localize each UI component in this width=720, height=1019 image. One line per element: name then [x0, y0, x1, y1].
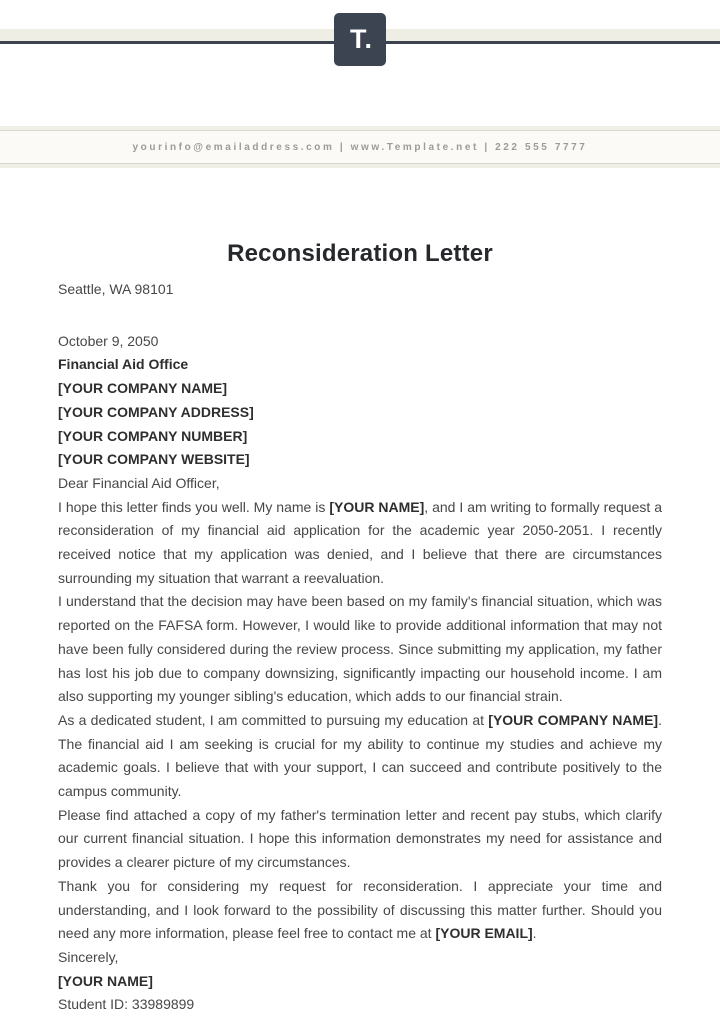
recipient-block [58, 353, 662, 472]
placeholder-bold-text: [YOUR NAME] [329, 498, 425, 515]
paragraph-text: . The financial aid I am seeking is crucial for my ability to continue my studies and achieve my academic goals. I believe that with your support, I can succeed and contribute positively to the campus community. [58, 711, 662, 800]
date-line: October 9, 2050 [58, 332, 159, 349]
letter-paragraph [58, 590, 662, 709]
paragraph-text: As a dedicated student, I am committed to pursuing my education at [58, 711, 489, 728]
paragraph-text: I hope this letter finds you well. My name is [58, 498, 330, 515]
signature-name: [YOUR NAME] [58, 972, 153, 989]
closing: Sincerely, [58, 948, 119, 965]
contact-line: yourinfo@emailaddress.com | www.Template.net | 222 555 7777 [132, 141, 588, 153]
letter-paragraphs [58, 496, 662, 946]
logo-letter-icon: T. [349, 24, 373, 54]
salutation: Dear Financial Aid Officer, [58, 474, 220, 491]
placeholder-bold-text: [YOUR COMPANY NAME] [488, 711, 659, 728]
contact-bar [0, 126, 720, 168]
recipient-line: Financial Aid Office [58, 356, 189, 373]
recipient-line: [YOUR COMPANY NAME] [58, 380, 228, 397]
contact-bar-bottom-edge [0, 164, 720, 168]
paragraph-text: . [532, 925, 537, 942]
letter-title: Reconsideration Letter [227, 240, 493, 267]
student-id-line: Student ID: 33989899 [58, 996, 195, 1013]
recipient-line: [YOUR COMPANY WEBSITE] [58, 451, 250, 468]
placeholder-bold-text: [YOUR EMAIL] [435, 925, 533, 942]
letter-content [58, 239, 662, 1017]
letter-paragraph [58, 709, 662, 804]
recipient-line: [YOUR COMPANY NUMBER] [58, 427, 248, 444]
logo-badge [334, 13, 386, 66]
paragraph-text: Thank you for considering my request for reconsideration. I appreciate your time and understanding, and I look forward to the possibility of discussing this matter further. Should you need any more information, please feel free to contact me at [58, 877, 662, 942]
closing-block [58, 946, 662, 1017]
letter-paragraph [58, 804, 662, 875]
paragraph-text: , and I am writing to formally request a reconsideration of my financial aid application for the academic year 2050-2051. I recently received notice that my application was denied, and I believe that there are circumstances surrounding my situation that warrant a reevaluation. [58, 498, 662, 586]
paragraph-text: I understand that the decision may have been based on my family's financial situation, which was reported on the FAFSA form. However, I would like to provide additional information that may not have been fully considered during the review process. Since submitting my application, my father has lost his job due to company downsizing, significantly impacting our household income. I am also supporting my younger sibling's education, which adds to our financial strain. [58, 593, 662, 705]
paragraph-text: Please find attached a copy of my father's termination letter and recent pay stubs, which clarify our current financial situation. I hope this information demonstrates my need for assistance and provides a clearer picture of my circumstances. [58, 806, 662, 871]
contact-bar-inner [0, 130, 720, 164]
letter-paragraph [58, 496, 662, 591]
recipient-line: [YOUR COMPANY ADDRESS] [58, 403, 254, 420]
letter-paragraph [58, 875, 662, 946]
location-line: Seattle, WA 98101 [58, 281, 174, 297]
